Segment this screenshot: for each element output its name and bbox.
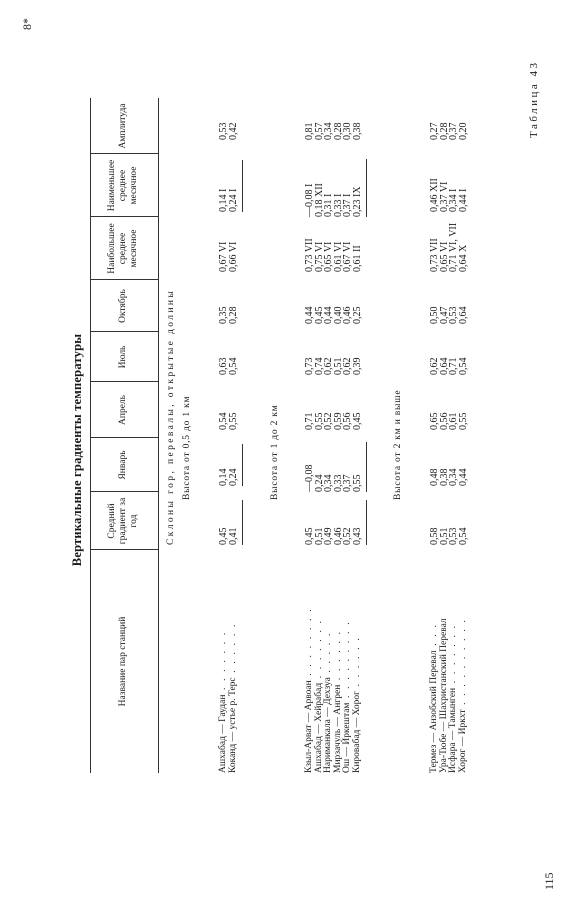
- cell-group-april: 0,54 0,55: [218, 412, 239, 430]
- group-title: Высота от 0,5 до 1 км: [182, 395, 192, 500]
- table-row-label: Ура-Тюбе — Шахристанский Перевал: [438, 618, 449, 773]
- cell-group-amplitude: 0,27 0,28 0,37 0,20: [429, 122, 469, 140]
- col-header-january: Январь: [117, 450, 128, 480]
- cell-group-october: 0,50 0,47 0,53 0,64: [429, 306, 469, 324]
- cell-group-annual: 0,58 0,51 0,53 0,54: [429, 527, 469, 545]
- header-bottom-rule: [158, 98, 159, 773]
- cell-group-amplitude: 0,53 0,42: [218, 122, 239, 140]
- group-station-names: [305, 607, 363, 773]
- col-header-min-monthly: Наименьшее среднее месячное: [106, 159, 139, 212]
- cell-group-january: —0,08 0,24 0,34 0,33 0,37 0,55: [304, 464, 363, 492]
- table-row-label: Ош — Иркештам . . . . . . . . .: [342, 620, 353, 773]
- cell-group-october: 0,35 0,28: [218, 306, 239, 324]
- group-station-names: [430, 618, 468, 773]
- col-header-october: Октябрь: [117, 289, 128, 323]
- cell-group-amplitude: 0,81 0,57 0,34 0,28 0,30 0,38: [304, 122, 363, 140]
- cell-group-july: 0,62 0,64 0,71 0,54: [429, 357, 469, 375]
- table-number: Таблица 43: [528, 60, 540, 138]
- cell-group-max: 0,73 VII 0,65 VI 0,71 VI, VII 0,64 X: [429, 222, 469, 272]
- cell-group-january: 0,48 0,38 0,34 0,44: [429, 468, 469, 486]
- cell-group-min: —0,08 I 0,18 XII 0,31 I 0,33 I 0,37 I 0,23 IX: [304, 183, 363, 217]
- table-row-label: Кировабад — Хорог . . . . . .: [351, 636, 362, 773]
- col-header-amplitude: Амплитуда: [117, 103, 128, 149]
- table-row-label: Термез — Анзобский Перевал . . .: [429, 622, 439, 773]
- cell-group-annual: 0,45 0,41: [218, 527, 239, 545]
- table-row-label: Кзыл-Арват — Арвоан . . . . . . . .: [304, 607, 314, 773]
- cell-group-january: 0,14 0,24: [218, 468, 239, 486]
- group-rule: [366, 442, 367, 492]
- col-header-april: Апрель: [117, 395, 128, 425]
- table-row-label: Хорог — Иркхт . . . . . . . . . .: [457, 617, 468, 773]
- table-row-label: Исфара — Тамынген . . . . . . .: [448, 623, 459, 773]
- cell-group-april: 0,65 0,56 0,61 0,55: [429, 412, 469, 430]
- cell-group-min: 0,46 XII 0,37 VI 0,34 I 0,44 I: [429, 178, 469, 212]
- cell-group-max: 0,67 VI 0,66 VI: [218, 241, 239, 272]
- group-title: Высота от 1 до 2 км: [270, 404, 280, 500]
- group-title: Высота от 2 км и выше: [393, 389, 403, 500]
- col-header-july: Июль: [117, 345, 128, 369]
- group-rule: [242, 444, 243, 486]
- cell-group-july: 0,73 0,74 0,62 0,51 0,62 0,39: [304, 357, 363, 375]
- cell-group-min: 0,14 I 0,24 I: [218, 188, 239, 212]
- table-title: Вертикальные градиенты температуры: [70, 333, 84, 567]
- table-row-label: Мирзачуль — Ангрен . . . . . .: [332, 629, 343, 773]
- table-row-label: Ашхабад — Гаудан . . . . . . .: [218, 630, 228, 773]
- cell-group-annual: 0,45 0,51 0,49 0,46 0,52 0,43: [304, 527, 363, 545]
- cell-group-july: 0,63 0,54: [218, 357, 239, 375]
- table-row-label: Ашхабад — Хейрабад . . . . . . .: [313, 618, 324, 773]
- table-row-label: Коканд — устье р. Терс . . . . . .: [227, 622, 238, 773]
- group-rule: [366, 159, 367, 217]
- cell-group-max: 0,73 VII 0,75 VI 0,65 VI 0,61 VI 0,67 VI 0,61 II: [304, 238, 363, 272]
- table-top-rule: [90, 98, 91, 773]
- sheet-mark: 8*: [20, 18, 34, 30]
- col-header-max-monthly: Наибольшее среднее месячное: [106, 223, 139, 274]
- group-rule: [242, 500, 243, 545]
- group-rule: [366, 500, 367, 545]
- page-number: 115: [542, 872, 556, 890]
- group-station-names: [219, 622, 238, 773]
- section-title: Склоны гор, перевалы, открытые долины: [166, 288, 176, 545]
- col-header-station-pair: Название пар станций: [117, 616, 128, 707]
- table-row-label: Нариманкала — Дехзуа . . . . .: [323, 631, 334, 773]
- cell-group-october: 0,44 0,45 0,44 0,40 0,46 0,25: [304, 306, 363, 324]
- col-header-annual-gradient: Средний градиент за год: [106, 497, 139, 545]
- cell-group-april: 0,71 0,55 0,52 0,59 0,56 0,45: [304, 412, 363, 430]
- group-rule: [242, 160, 243, 212]
